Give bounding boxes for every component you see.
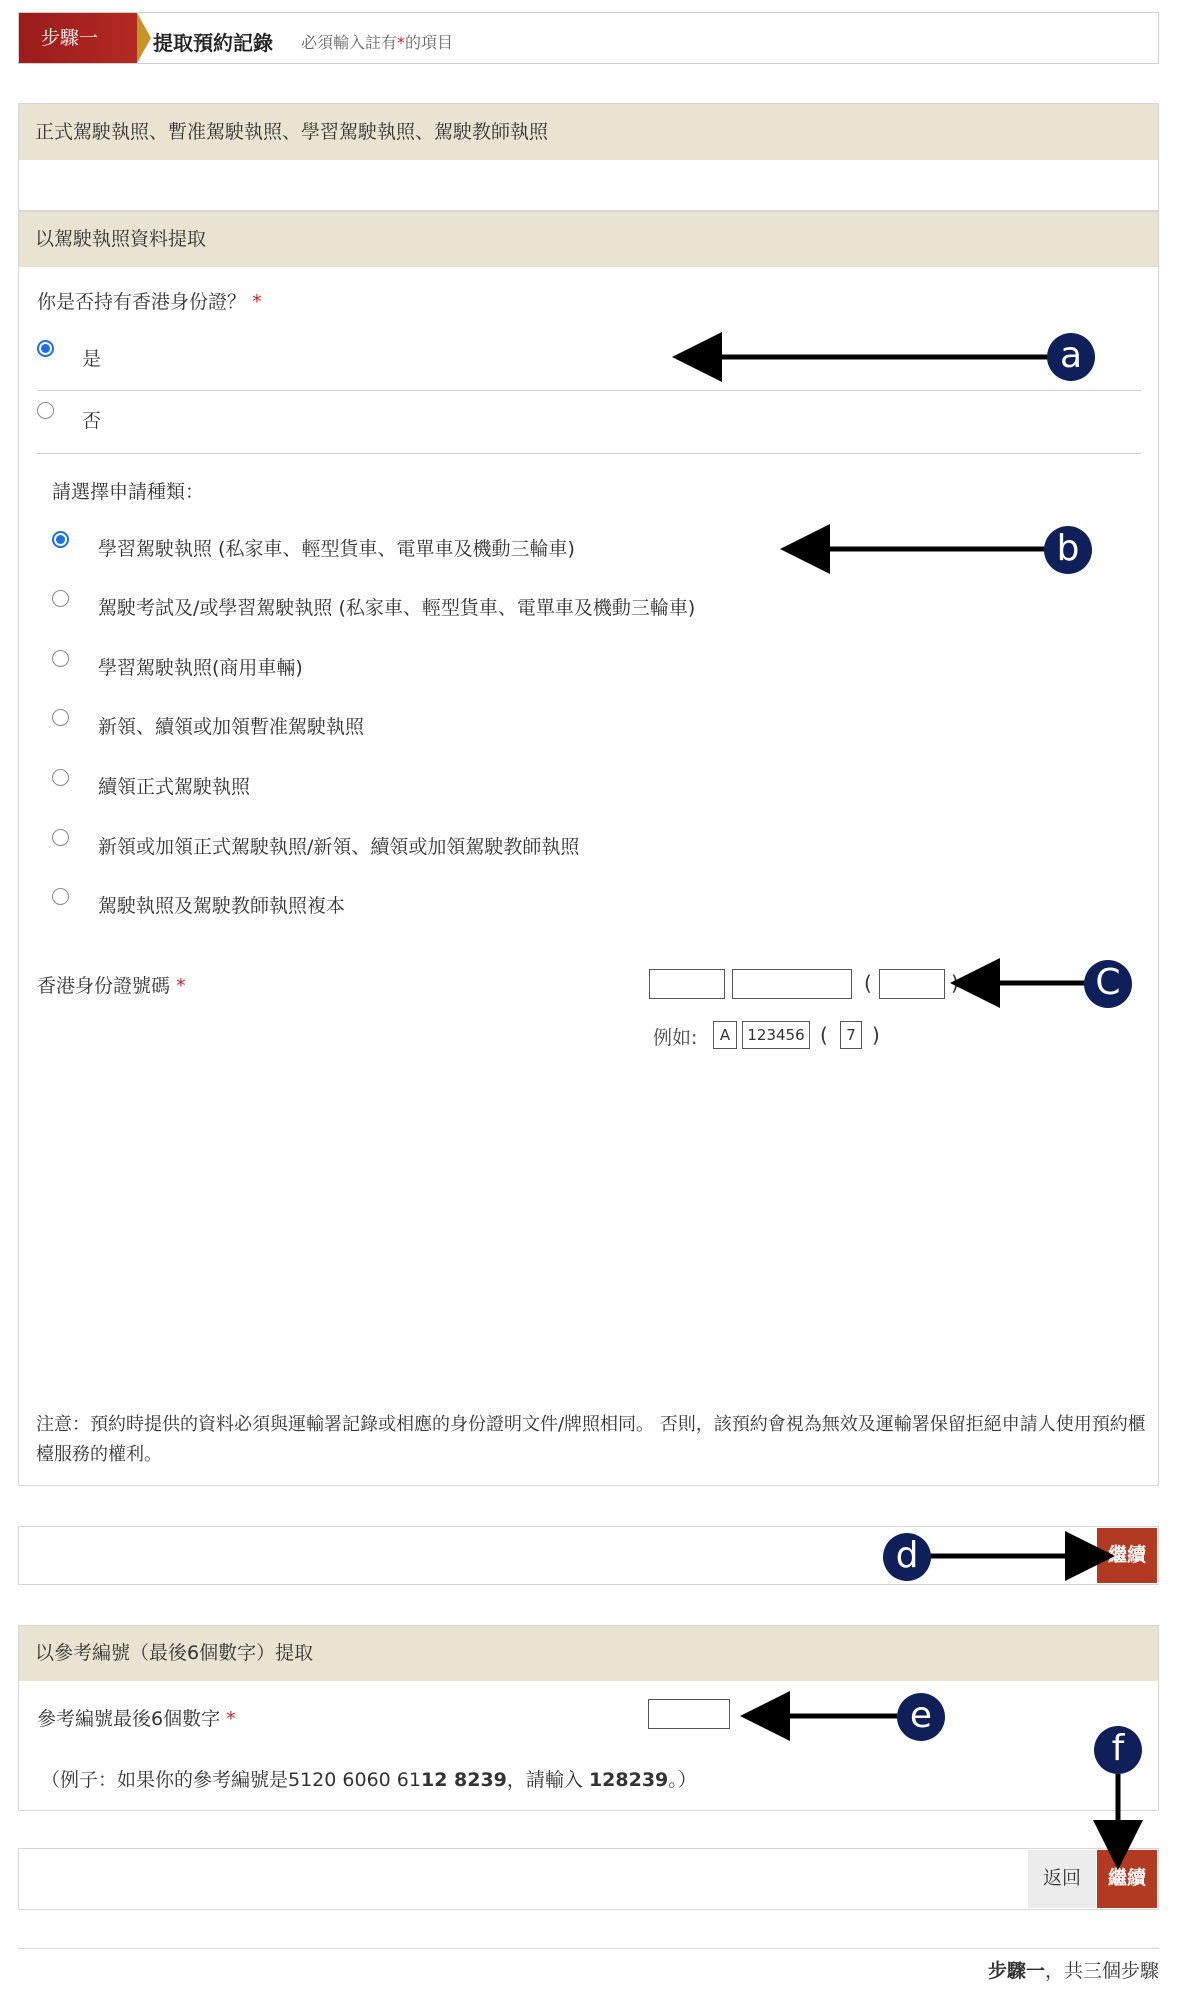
hkid-example-label: 例如: <box>653 1027 698 1049</box>
app-type-label-6[interactable]: 新領或加領正式駕駛執照/新領、續領或加領駕駛教師執照 <box>98 836 580 858</box>
required-note: 必須輸入註有*的項目 <box>301 33 454 52</box>
hkid-example-digits: 123456 <box>742 1021 810 1049</box>
step-indicator: 步驟一，共三個步驟 <box>987 1960 1159 1982</box>
step-badge <box>19 13 137 63</box>
back-button[interactable]: 返回 <box>1028 1850 1096 1908</box>
app-type-radio-6[interactable] <box>52 829 69 846</box>
page-title: 提取預約記錄 <box>153 31 273 55</box>
app-type-label-4[interactable]: 新領、續領或加領暫准駕駛執照 <box>98 716 365 738</box>
step-badge-arrow-icon <box>137 13 151 63</box>
app-type-radio-4[interactable] <box>52 709 69 726</box>
app-type-radio-7[interactable] <box>52 888 69 905</box>
footer-divider <box>18 1948 1159 1949</box>
app-type-label-1[interactable]: 學習駕駛執照 (私家車、輕型貨車、電單車及機動三輪車) <box>98 538 575 560</box>
hkid-letter-input[interactable] <box>649 969 725 999</box>
app-type-radio-2[interactable] <box>52 590 69 607</box>
annotation-a: a <box>1047 333 1095 381</box>
reference-form-title: 以參考編號（最後6個數字）提取 <box>19 1626 1158 1681</box>
step-header <box>18 12 1159 64</box>
divider <box>37 390 1141 391</box>
licence-types-title: 正式駕駛執照、暫准駕駛執照、學習駕駛執照、駕駛教師執照 <box>19 104 1158 160</box>
app-type-label-3[interactable]: 學習駕駛執照(商用車輛) <box>98 657 303 679</box>
reference-number-form <box>18 1625 1159 1811</box>
hkid-check-digit-input[interactable] <box>879 969 945 999</box>
continue-bar <box>18 1526 1159 1585</box>
app-type-radio-3[interactable] <box>52 650 69 667</box>
annotation-b: b <box>1044 526 1092 574</box>
app-type-label-2[interactable]: 駕駛考試及/或學習駕駛執照 (私家車、輕型貨車、電單車及機動三輪車) <box>98 597 696 619</box>
annotation-c: C <box>1084 960 1132 1008</box>
hkid-no-label[interactable]: 否 <box>82 410 102 432</box>
hkid-open-paren: ( <box>864 971 872 995</box>
reference-number-input[interactable] <box>648 1699 730 1729</box>
hkid-example-check: 7 <box>840 1021 862 1049</box>
hkid-example-letter: A <box>713 1021 737 1049</box>
hkid-example-open-paren: ( <box>820 1023 828 1047</box>
licence-info-form <box>18 211 1159 1486</box>
hkid-question: 你是否持有香港身份證？ * <box>37 291 262 313</box>
hkid-no-radio[interactable] <box>37 402 54 419</box>
hkid-example-close-paren: ) <box>872 1023 880 1047</box>
app-type-label-7[interactable]: 駕駛執照及駕駛教師執照複本 <box>98 895 346 917</box>
app-type-radio-1[interactable] <box>52 531 69 548</box>
reference-number-label: 參考編號最後6個數字 * <box>37 1708 236 1730</box>
hkid-digits-input[interactable] <box>732 969 852 999</box>
step-badge-label: 步驟一 <box>41 27 99 49</box>
annotation-f: f <box>1094 1726 1142 1774</box>
continue-button[interactable]: 繼續 <box>1097 1528 1157 1583</box>
licence-form-title: 以駕駛執照資料提取 <box>19 212 1158 267</box>
app-type-radio-5[interactable] <box>52 769 69 786</box>
app-type-label-5[interactable]: 續領正式駕駛執照 <box>98 776 251 798</box>
continue-button-2[interactable]: 繼續 <box>1097 1850 1157 1908</box>
application-type-question: 請選擇申請種類： <box>52 481 205 503</box>
action-bar <box>18 1848 1159 1910</box>
hkid-yes-radio[interactable] <box>37 340 54 357</box>
hkid-number-label: 香港身份證號碼 * <box>37 975 186 997</box>
validity-note: 注意：預約時提供的資料必須與運輸署記錄或相應的身份證明文件/牌照相同。 否則，該預約會視為無效及運輸署保留拒絕申請人使用預約櫃檯服務的權利。 <box>36 1414 1146 1465</box>
annotation-e: e <box>897 1693 945 1741</box>
hkid-yes-label[interactable]: 是 <box>82 348 102 370</box>
hkid-close-paren: ) <box>951 971 959 995</box>
annotation-d: d <box>883 1533 931 1581</box>
licence-types-panel <box>18 103 1159 211</box>
divider <box>37 453 1141 454</box>
reference-example: （例子：如果你的參考編號是5120 6060 6112 8239，請輸入 128239。） <box>41 1769 697 1791</box>
